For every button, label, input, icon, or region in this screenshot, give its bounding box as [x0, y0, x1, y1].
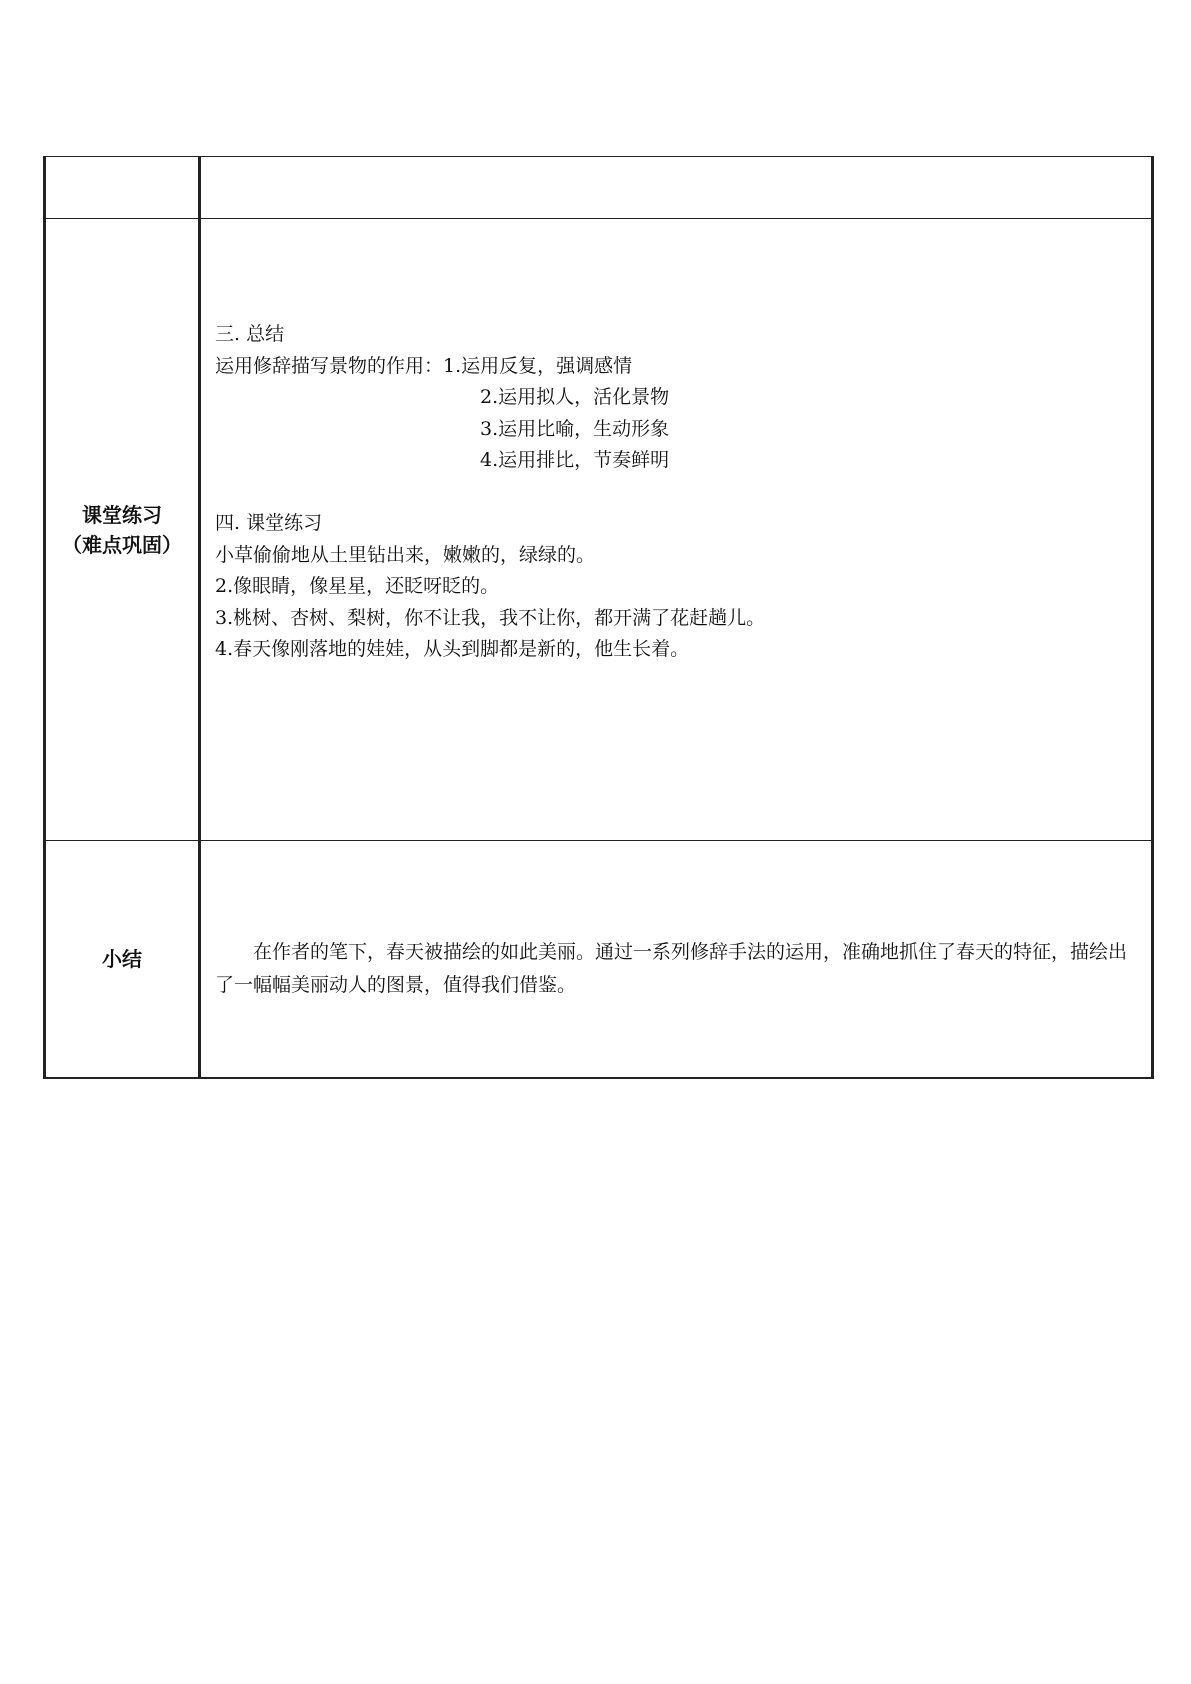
exercise-line-3: 3.桃树、杏树、梨树，你不让我，我不让你，都开满了花赶趟儿。: [215, 606, 766, 629]
summary-section-heading: 三. 总结: [215, 323, 285, 346]
summary-label: 小结: [102, 946, 142, 971]
table-row-practice: [45, 219, 1153, 841]
practice-body: [215, 243, 1141, 816]
practice-label-cell: [45, 219, 200, 841]
practice-label-line1: 课堂练习: [82, 502, 162, 527]
table-row-empty: [45, 157, 1153, 219]
exercise-line-4: 4.春天像刚落地的娃娃，从头到脚都是新的，他生长着。: [215, 638, 690, 661]
summary-content-cell: [200, 841, 1153, 1078]
practice-content-cell: [200, 219, 1153, 841]
exercise-line-2: 2.像眼睛，像星星，还眨呀眨的。: [215, 575, 500, 598]
summary-line-4: 4.运用排比，节奏鲜明: [480, 449, 670, 472]
empty-label-cell: [45, 157, 200, 219]
practice-label-line2: （难点巩固）: [62, 532, 182, 557]
summary-line-2: 2.运用拟人，活化景物: [480, 386, 670, 409]
summary-line-1: 运用修辞描写景物的作用：1.运用反复，强调感情: [215, 354, 633, 377]
summary-label-cell: [45, 841, 200, 1078]
summary-paragraph: 在作者的笔下，春天被描绘的如此美丽。通过一系列修辞手法的运用，准确地抓住了春天的特征，描绘出了一幅幅美丽动人的图景，值得我们借鉴。: [215, 940, 1128, 996]
section-gap: [215, 477, 1141, 509]
empty-content-cell: [200, 157, 1153, 219]
exercise-line-1: 小草偷偷地从土里钻出来，嫩嫩的，绿绿的。: [215, 543, 596, 566]
summary-line-3: 3.运用比喻，生动形象: [480, 417, 670, 440]
lesson-plan-table: [43, 156, 1154, 1079]
table-row-summary: [45, 841, 1153, 1078]
exercise-section-heading: 四. 课堂练习: [215, 512, 323, 535]
